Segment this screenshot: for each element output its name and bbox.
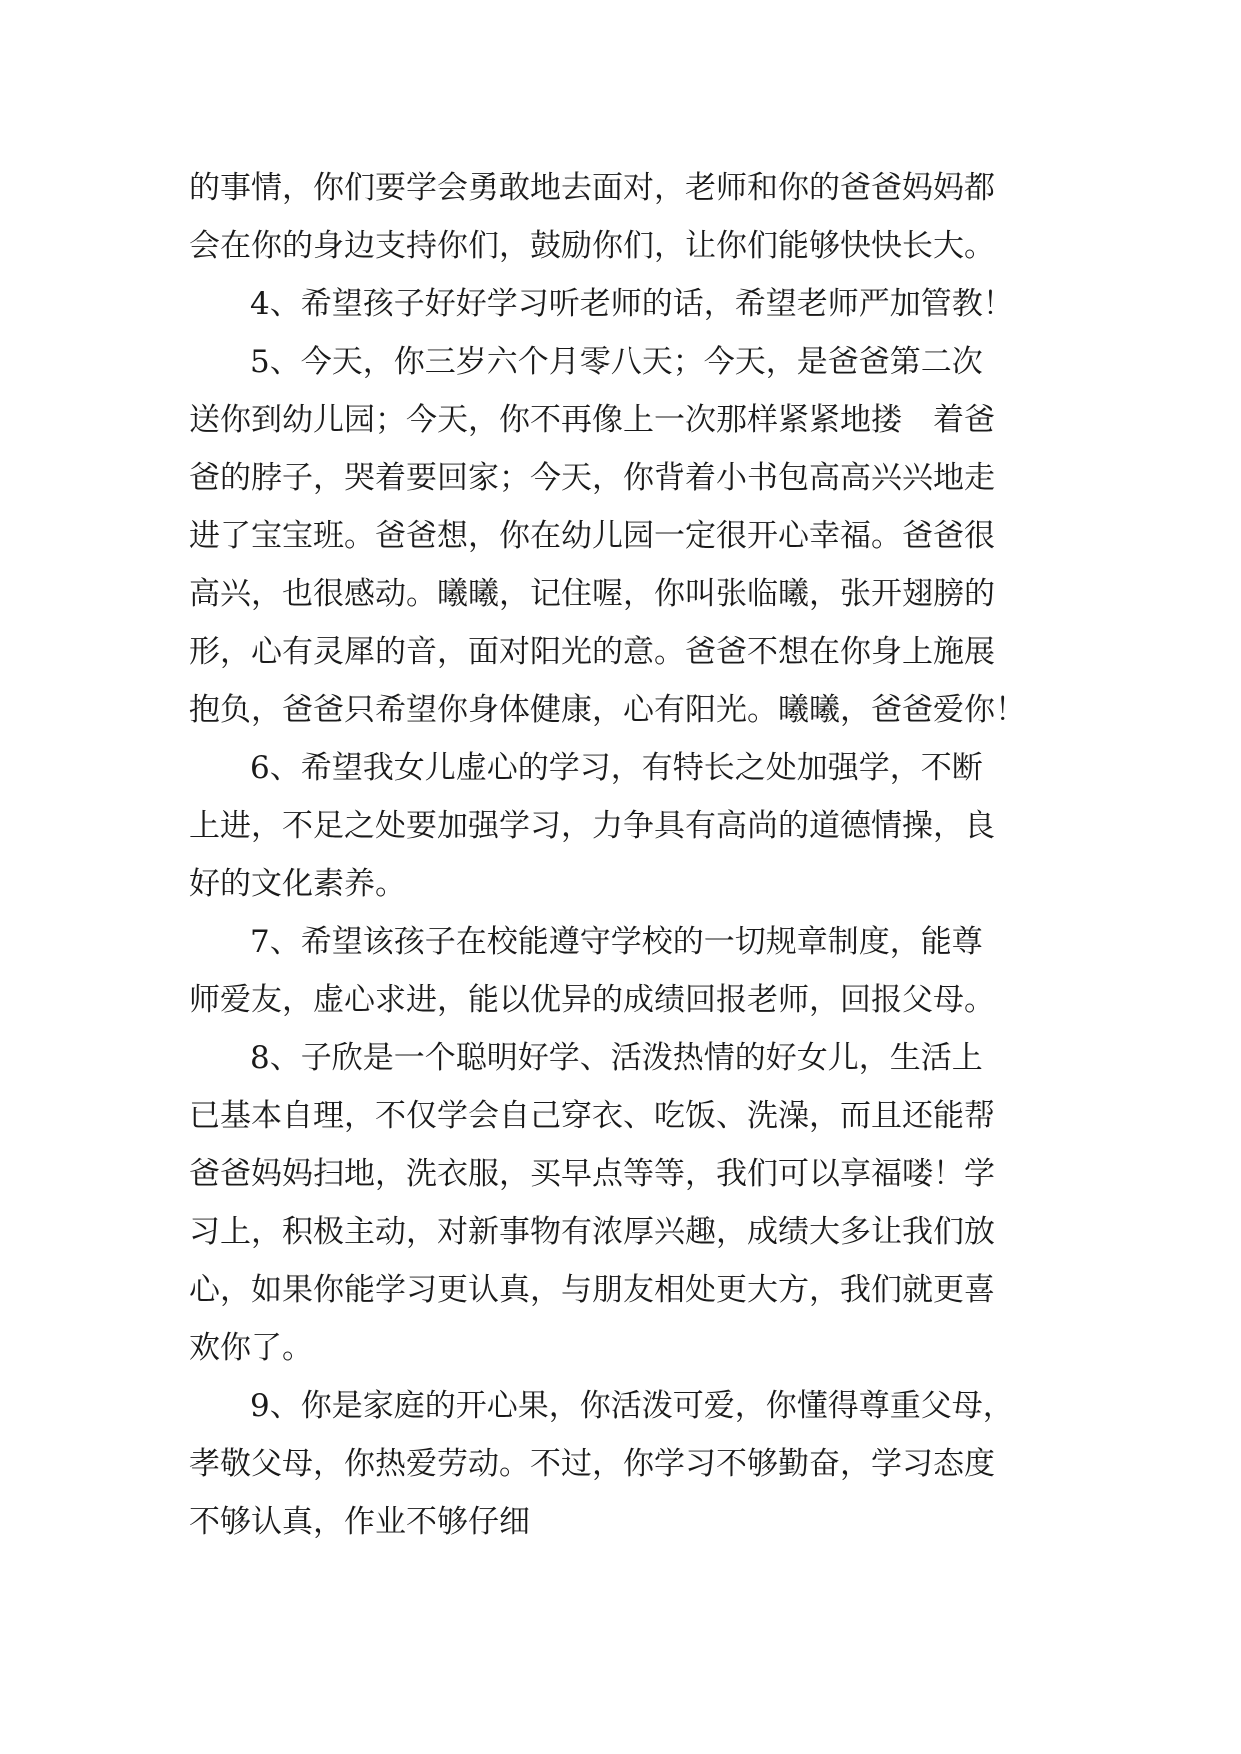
text-line: 高兴，也很感动。曦曦，记住喔，你叫张临曦，张开翅膀的 — [189, 576, 995, 612]
text-line: 进了宝宝班。爸爸想，你在幼儿园一定很开心幸福。爸爸很 — [189, 518, 995, 554]
text-line: 心，如果你能学习更认真，与朋友相处更大方，我们就更喜 — [189, 1272, 995, 1308]
text-line: 抱负，爸爸只希望你身体健康，心有阳光。曦曦，爸爸爱你！ — [189, 692, 1026, 728]
text-line: 师爱友，虚心求进，能以优异的成绩回报老师，回报父母。 — [189, 982, 995, 1018]
text-line: 会在你的身边支持你们，鼓励你们，让你们能够快快长大。 — [189, 228, 995, 264]
paragraph-4-start: 4、希望孩子好好学习听老师的话，希望老师严加管教！ — [250, 286, 1014, 322]
text-line: 已基本自理，不仅学会自己穿衣、吃饭、洗澡，而且还能帮 — [189, 1098, 995, 1134]
text-line: 爸的脖子，哭着要回家；今天，你背着小书包高高兴兴地走 — [189, 460, 995, 496]
text-line: 习上，积极主动，对新事物有浓厚兴趣，成绩大多让我们放 — [189, 1214, 995, 1250]
text-line: 爸爸妈妈扫地，洗衣服，买早点等等，我们可以享福喽！学 — [189, 1156, 995, 1192]
text-line: 的事情，你们要学会勇敢地去面对，老师和你的爸爸妈妈都 — [189, 170, 995, 206]
paragraph-5-start: 5、今天，你三岁六个月零八天；今天，是爸爸第二次 — [250, 344, 983, 380]
paragraph-7-start: 7、希望该孩子在校能遵守学校的一切规章制度，能尊 — [250, 924, 983, 960]
text-line: 孝敬父母，你热爱劳动。不过，你学习不够勤奋，学习态度 — [189, 1446, 995, 1482]
text-line: 形，心有灵犀的音，面对阳光的意。爸爸不想在你身上施展 — [189, 634, 995, 670]
paragraph-9-start: 9、你是家庭的开心果，你活泼可爱，你懂得尊重父母， — [250, 1388, 1014, 1424]
text-line: 上进，不足之处要加强学习，力争具有高尚的道德情操，良 — [189, 808, 995, 844]
text-line: 送你到幼儿园；今天，你不再像上一次那样紧紧地搂 着爸 — [189, 402, 995, 438]
text-line: 不够认真，作业不够仔细 — [189, 1504, 530, 1540]
text-line: 欢你了。 — [189, 1330, 313, 1366]
paragraph-8-start: 8、子欣是一个聪明好学、活泼热情的好女儿，生活上 — [250, 1040, 983, 1076]
text-line: 好的文化素养。 — [189, 866, 406, 902]
paragraph-6-start: 6、希望我女儿虚心的学习，有特长之处加强学，不断 — [250, 750, 983, 786]
